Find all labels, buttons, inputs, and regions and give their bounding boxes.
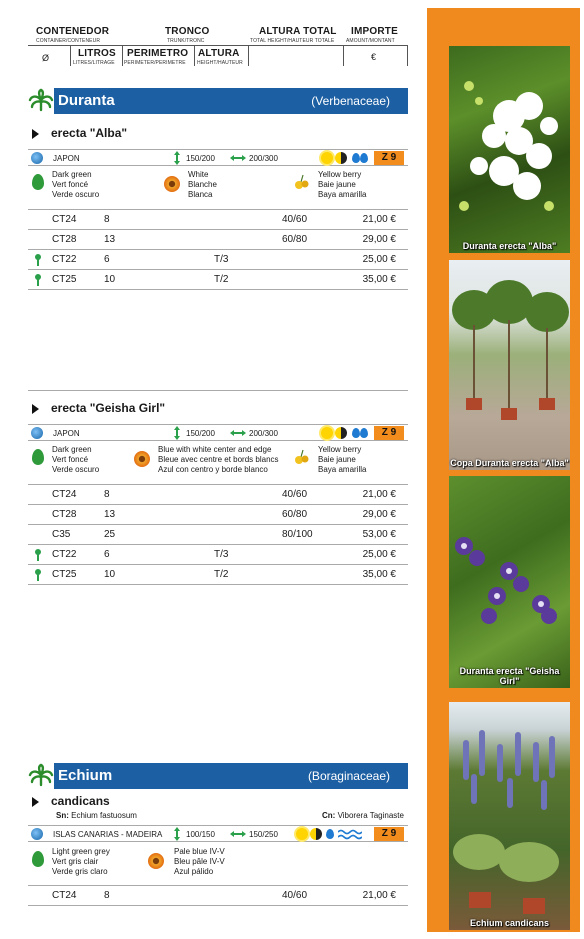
flower-text: White Blanche Blanca [188, 170, 217, 199]
liters-value: 13 [104, 234, 116, 245]
common-name: Cn: Viborera Taginaste [322, 811, 404, 820]
photo-duranta-geisha [449, 476, 570, 688]
table-row [28, 229, 408, 249]
table-header [28, 26, 408, 68]
container-code: CT22 [52, 254, 77, 265]
species-title: erecta "Alba" [32, 126, 127, 140]
liters-value: 8 [104, 890, 110, 901]
arrow-right-icon [32, 129, 39, 139]
origin-text: ISLAS CANARIAS - MADEIRA [53, 830, 163, 839]
header-tronco-sub: TRUNK/TRONC [167, 38, 205, 44]
globe-icon [31, 828, 43, 840]
header-altura: ALTURA [198, 48, 240, 59]
family-latin: (Verbenaceae) [311, 94, 390, 108]
leaf-icon [32, 174, 44, 190]
trunk-value: T/2 [214, 274, 229, 285]
header-litros-sub: LITRES/LITRAGE [73, 60, 115, 66]
photo-sidebar [427, 8, 580, 932]
flower-icon [148, 853, 164, 869]
height-value: 150/200 [186, 429, 215, 438]
table-row [28, 504, 408, 524]
width-value: 150/250 [249, 830, 278, 839]
width-value: 200/300 [249, 154, 278, 163]
height-total-value: 80/100 [282, 529, 313, 540]
price-value: 35,00 € [362, 569, 396, 580]
liters-value: 8 [104, 489, 110, 500]
flower-text: Blue with white center and edge Bleue avec centre et bords blancs Azul con centro y borde blanco [158, 445, 279, 474]
container-code: C35 [52, 529, 71, 540]
water-drop-icon [352, 153, 360, 163]
price-value: 25,00 € [362, 254, 396, 265]
water-drop-icon [360, 428, 368, 438]
price-value: 21,00 € [362, 214, 396, 225]
globe-icon [31, 427, 43, 439]
flower-icon [164, 176, 180, 192]
foliage-text: Light green grey Vert gris clair Verde gris claro [52, 847, 110, 876]
trunk-stake-icon [34, 569, 42, 581]
width-arrow-icon [230, 155, 246, 161]
price-value: 21,00 € [362, 890, 396, 901]
width-arrow-icon [230, 831, 246, 837]
container-code: CT25 [52, 274, 77, 285]
header-perimetro: PERIMETRO [127, 48, 189, 59]
header-importe-sub: AMOUNT/MONTANT [346, 38, 395, 44]
sea-waves-icon [338, 829, 362, 840]
height-value: 100/150 [186, 830, 215, 839]
container-code: CT24 [52, 890, 77, 901]
trunk-value: T/3 [214, 549, 229, 560]
price-value: 29,00 € [362, 509, 396, 520]
attributes-row [28, 443, 408, 477]
liters-value: 6 [104, 549, 110, 560]
width-value: 200/300 [249, 429, 278, 438]
leaf-icon [32, 851, 44, 867]
photo-copa-duranta [449, 260, 570, 470]
height-total-value: 40/60 [282, 214, 308, 225]
price-value: 29,00 € [362, 234, 396, 245]
header-contenedor-sub: CONTAINER/CONTENEUR [36, 38, 101, 44]
fruit-text: Yellow berry Baie jaune Baya amarilla [318, 445, 367, 474]
attributes-row [28, 845, 408, 879]
header-perimetro-sub: PERIMETER/PERIMETRE [124, 60, 186, 66]
table-row [28, 209, 408, 229]
foliage-text: Dark green Vert foncé Verde oscuro [52, 445, 100, 474]
table-row [28, 885, 408, 905]
half-shade-icon [335, 152, 347, 164]
arrow-right-icon [32, 797, 39, 807]
attributes-row [28, 168, 408, 202]
header-altura-total-sub: TOTAL HEIGHT/HAUTEUR TOTALE [250, 38, 335, 44]
origin-row [28, 825, 408, 842]
height-total-value: 40/60 [282, 890, 308, 901]
water-drop-icon [360, 153, 368, 163]
photo-duranta-alba [449, 46, 570, 253]
table-row [28, 524, 408, 544]
trunk-value: T/2 [214, 569, 229, 580]
header-diam-symbol: Ø [42, 53, 50, 63]
table-row [28, 249, 408, 269]
fruit-text: Yellow berry Baie jaune Baya amarilla [318, 170, 367, 199]
water-drop-icon [352, 428, 360, 438]
header-importe: IMPORTE [351, 26, 398, 37]
photo-caption: Echium candicans [469, 918, 550, 928]
family-bar-duranta [28, 88, 408, 114]
price-value: 35,00 € [362, 274, 396, 285]
trunk-stake-icon [34, 274, 42, 286]
synonym: Sn: Echium fastuosum [56, 811, 137, 820]
price-value: 53,00 € [362, 529, 396, 540]
table-row [28, 544, 408, 564]
potted-trees-illustration [449, 260, 570, 470]
white-flowers-illustration [449, 46, 570, 253]
family-name: Duranta [58, 92, 115, 109]
table-row [28, 269, 408, 289]
container-code: CT28 [52, 509, 77, 520]
header-tronco: TRONCO [165, 26, 210, 37]
zone-badge: Z 9 [374, 827, 404, 841]
trunk-stake-icon [34, 549, 42, 561]
header-altura-sub: HEIGHT/HAUTEUR [197, 60, 243, 66]
height-total-value: 60/80 [282, 234, 308, 245]
species-title: erecta "Geisha Girl" [32, 401, 165, 415]
liters-value: 13 [104, 509, 116, 520]
trunk-value: T/3 [214, 254, 229, 265]
width-arrow-icon [230, 430, 246, 436]
half-shade-icon [335, 427, 347, 439]
table-row [28, 484, 408, 504]
purple-flowers-illustration [449, 476, 570, 688]
height-total-value: 60/80 [282, 509, 308, 520]
header-contenedor: CONTENEDOR [36, 26, 110, 37]
photo-echium-candicans [449, 702, 570, 930]
price-value: 21,00 € [362, 489, 396, 500]
photo-caption: Copa Duranta erecta "Alba" [450, 458, 569, 468]
family-latin: (Boraginaceae) [307, 769, 390, 783]
echium-spikes-illustration [449, 702, 570, 930]
container-code: CT25 [52, 569, 77, 580]
container-code: CT22 [52, 549, 77, 560]
family-bar-echium [28, 763, 408, 789]
foliage-text: Dark green Vert foncé Verde oscuro [52, 170, 100, 199]
photo-caption: Duranta erecta "Geisha Girl" [459, 666, 560, 686]
height-arrow-icon [174, 151, 180, 165]
palm-leaf-icon [28, 763, 54, 789]
berry-icon [294, 174, 310, 190]
liters-value: 10 [104, 274, 116, 285]
origin-row [28, 424, 408, 441]
berry-icon [294, 449, 310, 465]
globe-icon [31, 152, 43, 164]
header-currency: € [371, 52, 377, 62]
origin-text: JAPON [53, 429, 80, 438]
liters-value: 8 [104, 214, 110, 225]
container-code: CT24 [52, 489, 77, 500]
height-arrow-icon [174, 426, 180, 440]
header-divider [28, 45, 408, 46]
liters-value: 25 [104, 529, 116, 540]
height-arrow-icon [174, 827, 180, 841]
sun-icon [296, 828, 308, 840]
zone-badge: Z 9 [374, 151, 404, 165]
half-shade-icon [310, 828, 322, 840]
photo-caption: Duranta erecta "Alba" [462, 241, 557, 251]
palm-leaf-icon [28, 88, 54, 114]
flower-icon [134, 451, 150, 467]
sun-icon [321, 427, 333, 439]
container-code: CT24 [52, 214, 77, 225]
origin-text: JAPON [53, 154, 80, 163]
table-row [28, 564, 408, 584]
family-name: Echium [58, 767, 113, 784]
flower-text: Pale blue IV-V Bleu pâle IV-V Azul pálido [174, 847, 225, 876]
species-title: candicans [32, 794, 110, 808]
height-value: 150/200 [186, 154, 215, 163]
sun-icon [321, 152, 333, 164]
price-value: 25,00 € [362, 549, 396, 560]
arrow-right-icon [32, 404, 39, 414]
liters-value: 6 [104, 254, 110, 265]
water-drop-icon [326, 829, 334, 839]
liters-value: 10 [104, 569, 116, 580]
container-code: CT28 [52, 234, 77, 245]
trunk-stake-icon [34, 254, 42, 266]
leaf-icon [32, 449, 44, 465]
origin-row [28, 149, 408, 166]
header-altura-total: ALTURA TOTAL [259, 26, 337, 37]
height-total-value: 40/60 [282, 489, 308, 500]
header-litros: LITROS [78, 48, 116, 59]
zone-badge: Z 9 [374, 426, 404, 440]
